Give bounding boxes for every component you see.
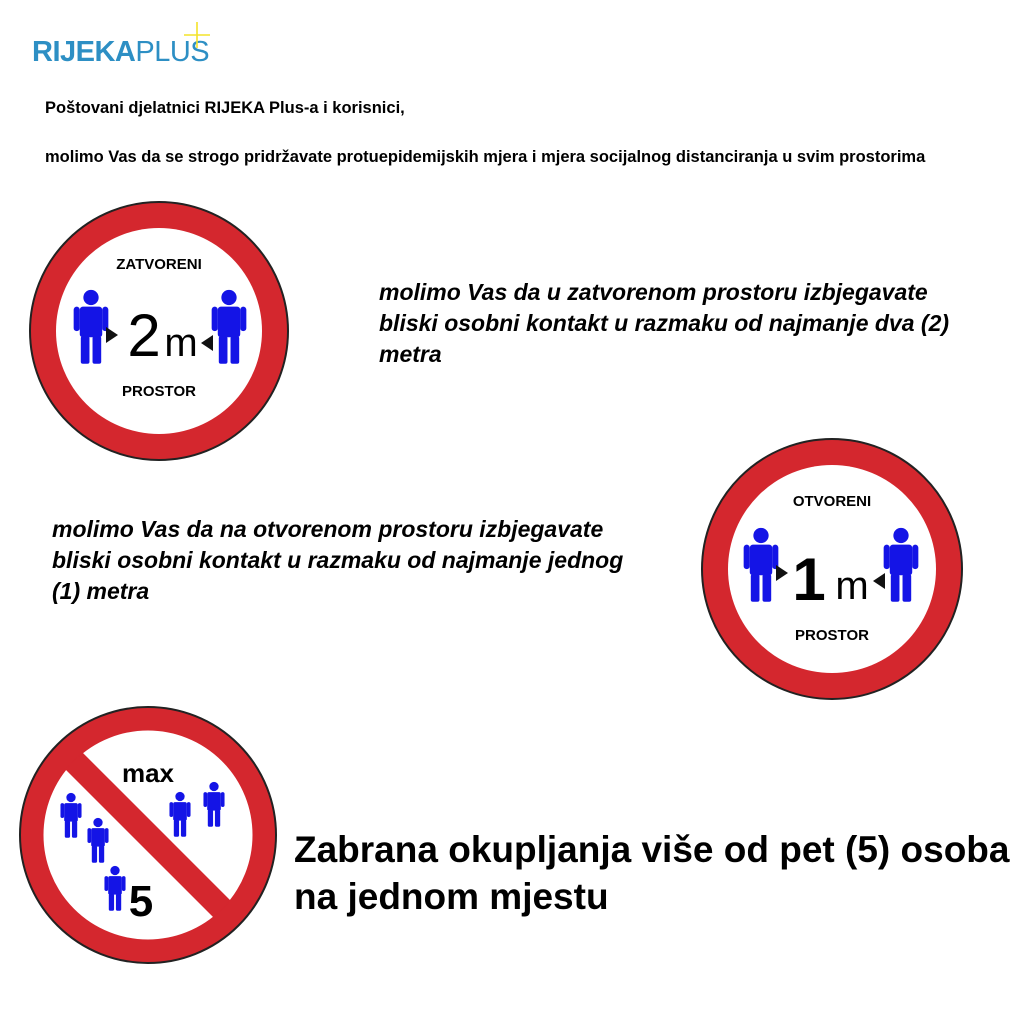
plus-icon [182, 20, 212, 50]
sign-max-label: max [121, 758, 175, 788]
sign-open-distance: 1 [792, 546, 826, 613]
sign-open-top-label: OTVORENI [792, 493, 872, 510]
open-text-line: bliski osobni kontakt u razmaku od najmanje jednog [52, 547, 624, 573]
closed-space-text [379, 277, 949, 370]
closed-text-line: bliski osobni kontakt u razmaku od najmanje dva (2) [379, 310, 950, 336]
logo-text-rijeka: RIJEKA [32, 36, 136, 68]
assembly-ban-text [294, 826, 1009, 920]
open-space-text [52, 514, 623, 607]
sign-max-count: 5 [128, 877, 154, 926]
closed-text-line: molimo Vas da u zatvorenom prostoru izbjegavate [379, 279, 928, 305]
max-persons-prohibition-sign [18, 700, 278, 970]
open-text-line: molimo Vas da na otvorenom prostoru izbjegavate [52, 516, 604, 542]
open-space-distance-sign [698, 435, 966, 703]
ban-text-line: Zabrana okupljanja više od pet (5) osoba [294, 829, 1010, 870]
sign-open-unit: m [835, 564, 869, 608]
closed-text-line: metra [379, 341, 442, 367]
ban-text-line: na jednom mjestu [294, 876, 609, 917]
sign-closed-top-label: ZATVORENI [116, 256, 202, 273]
sign-closed-distance: 2 [127, 302, 161, 369]
sign-open-bottom-label: PROSTOR [795, 627, 869, 644]
open-text-line: (1) metra [52, 578, 150, 604]
sign-closed-bottom-label: PROSTOR [122, 383, 196, 400]
closed-space-distance-sign [26, 198, 292, 464]
sign-closed-unit: m [164, 321, 198, 365]
greeting-text: Poštovani djelatnici RIJEKA Plus-a i korisnici, [45, 99, 405, 117]
intro-text: molimo Vas da se strogo pridržavate protuepidemijskih mjera i mjera socijalnog distanciranja u svim prostorima [45, 148, 926, 166]
logo-text-plus: PLUS [135, 36, 210, 68]
